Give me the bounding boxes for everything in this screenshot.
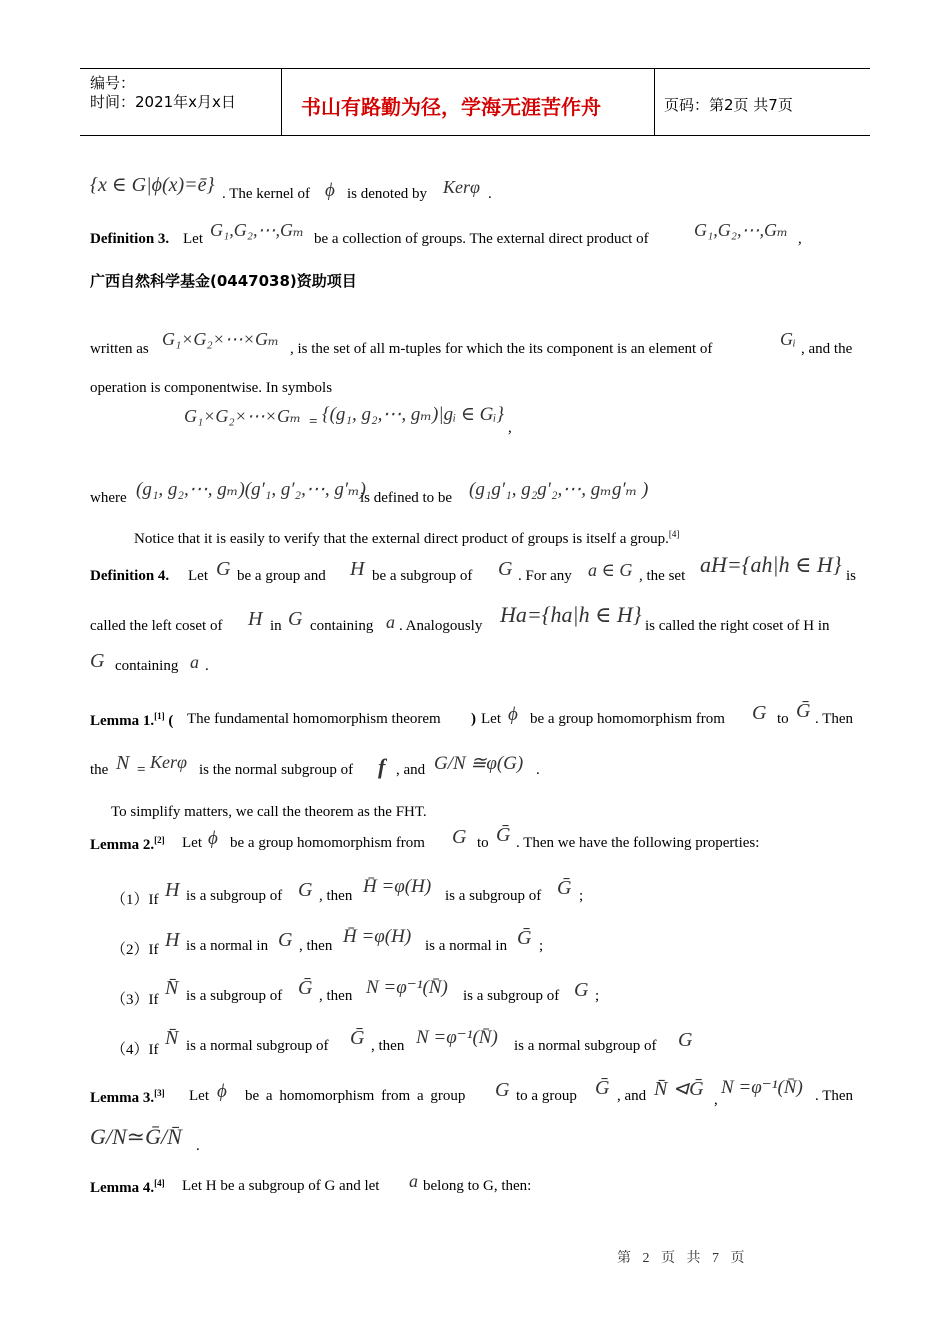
lemma1-let: Let [481,711,501,727]
math-coset-H: H [248,608,263,630]
math-p3-Nbar: N̄ [165,977,179,999]
prop1-sub2: is a subgroup of [445,888,542,904]
prop4-num: （4）If [111,1042,159,1058]
math-lemma3-G: G [495,1079,510,1101]
def4-for-any: . For any [518,568,572,584]
coset-analogously: . Analogously [399,618,483,634]
math-symbol-product: G₁×G₂×⋯×Gₘ [184,406,301,426]
math-p4-G: G [678,1029,693,1051]
def3-comma: , [798,231,802,247]
prop2-normal: is a normal in [186,938,269,954]
math-gi: Gᵢ [780,329,796,349]
simplify-text: To simplify matters, we call the theorem as the FHT. [111,804,427,820]
lemma2-text: be a group homomorphism from [230,835,425,851]
math-the-iso: G/N ≅φ(G) [434,753,524,774]
def4-label: Definition 4. [90,568,170,584]
lemma3-label: Lemma 3.[3] [90,1088,165,1106]
coset-text-a: called the left coset of [90,618,223,634]
written-as: written as [90,341,149,357]
the-dot: . [536,762,540,778]
math-p4-Nbar: N̄ [165,1027,179,1049]
operation-text: operation is componentwise. In symbols [90,380,333,396]
lemma2-label: Lemma 2.[2] [90,835,165,853]
prop4-normal2: is a normal subgroup of [514,1038,657,1054]
math-where-2: (g₁g′₁, g₂g′₂,⋯, gₘg′ₘ ) [469,479,649,500]
prop4-normal: is a normal subgroup of [186,1038,329,1054]
prop1-num: （1）If [111,892,159,908]
math-lemma3-iso: G/N≃Ḡ/N̄ [90,1124,182,1149]
lemma3-and: , and [617,1088,647,1104]
math-p2-H: H [165,929,180,951]
def4-is: is [846,568,857,584]
def4-let: Let [188,568,208,584]
math-p1-G: G [298,879,313,901]
math-def4-G: G [216,558,231,580]
math-lemma3-map: N =φ⁻¹(N̄) [721,1077,803,1098]
math-p1-H: H [165,879,180,901]
dot: . [488,186,492,202]
math-the-N: N [116,752,130,774]
prop3-then: , then [319,988,353,1004]
header-motto: 书山有路勤为径，学海无涯苦作舟 [301,95,601,119]
where-text: where [90,490,127,506]
math-p1-Gbar: Ḡ [557,877,572,899]
lemma3-comma: , [714,1092,718,1108]
math-phi: ϕ [325,180,335,201]
def4-group-and: be a group and [237,568,326,584]
lemma2-props: . Then we have the following properties: [516,835,760,851]
math-p1-map: H̄ =φ(H) [363,876,432,897]
lemma2-let: Let [182,835,202,851]
symbol-eq: = [309,414,318,430]
lemma2-to: to [477,835,489,851]
fund-note: 广西自然科学基金(0447038)资助项目 [90,272,357,290]
lemma4-text-2: belong to G, then: [423,1178,532,1194]
math-lemma2-G: G [452,826,467,848]
lemma1-to: to [777,711,789,727]
math-lemma3-Gbar: Ḡ [595,1077,610,1099]
where-defined: is defined to be [360,490,453,506]
math-lemma1-Gbar: Ḡ [796,700,811,722]
math-coset-set: Ha={ha|h ∈ H} [500,602,642,627]
lemma1-then: . Then [815,711,854,727]
def3-label: Definition 3. [90,231,170,247]
notice-text: Notice that it is easily to verify that the external direct product of groups is itself a group.[4] [134,529,680,547]
prop3-num: （3）If [111,992,159,1008]
math-coset-a: a [386,612,395,632]
prop2-normal2: is a normal in [425,938,508,954]
the-and: , and [396,762,426,778]
text-kernel: . The kernel of [222,186,311,202]
the-text: the [90,762,109,778]
math-def3-groups-2: G₁,G₂,⋯,Gₘ [694,220,789,240]
lemma3-let: Let [189,1088,209,1104]
math-contain-a: a [190,652,199,672]
math-coset-G: G [288,608,303,630]
math-lemma1-G: G [752,702,767,724]
def3-text: be a collection of groups. The external direct product of [314,231,649,247]
page-footer: 第 2 页 共 7 页 [617,1251,749,1266]
coset-right: is called the right coset of H in [645,618,830,634]
lemma1-label: Lemma 1.[1] ( [90,711,174,729]
math-product: G₁×G₂×⋯×Gₘ [162,329,279,349]
math-lemma4-a: a [409,1171,418,1191]
containing-text: containing [115,658,179,674]
lemma1-close: ) [471,711,476,727]
math-p3-G: G [574,979,589,1001]
math-symbol-set: {(g₁, g₂,⋯, gₘ)|gᵢ ∈ Gᵢ} [322,404,504,425]
header-page-info: 页码：第2页 共7页 [664,96,793,114]
def4-subgroup: be a subgroup of [372,568,473,584]
math-ker: Kerφ [443,177,480,197]
prop2-num: （2）If [111,942,159,958]
header-time-label: 时间：2021年x月x日 [90,93,236,111]
prop1-then: , then [319,888,353,904]
math-p2-Gbar: Ḡ [517,927,532,949]
math-the-ker: Kerφ [150,752,187,772]
prop1-sub: is a subgroup of [186,888,283,904]
prop2-end: ; [539,938,544,954]
header-divider-2 [654,68,655,136]
def4-the-set: , the set [639,568,686,584]
prop2-then: , then [299,938,333,954]
lemma4-text: Let H be a subgroup of G and let [182,1178,380,1194]
lemma4-label: Lemma 4.[4] [90,1178,165,1196]
the-eq: = [137,762,146,778]
math-lemma2-phi: ϕ [208,828,218,849]
lemma1-text: be a group homomorphism from [530,711,725,727]
coset-containing: containing [310,618,374,634]
math-lemma3-normal: N̄ ⊲Ḡ [654,1078,704,1100]
math-p2-G: G [278,929,293,951]
containing-dot: . [205,658,209,674]
written-text: , is the set of all m-tuples for which the its component is an element of [290,341,713,357]
the-normal: is the normal subgroup of [199,762,354,778]
math-p4-map: N =φ⁻¹(N̄) [416,1027,498,1048]
header-top-rule [80,68,870,69]
text-denoted: is denoted by [347,186,427,202]
lemma1-name: The fundamental homomorphism theorem [187,711,441,727]
math-p2-map: H̄ =φ(H) [343,926,412,947]
prop1-end: ; [579,888,584,904]
prop4-then: , then [371,1038,405,1054]
math-p3-map: N =φ⁻¹(N̄) [366,977,448,998]
math-contain-G: G [90,650,105,672]
prop3-end: ; [595,988,600,1004]
math-lemma1-phi: ϕ [508,704,518,725]
prop3-sub: is a subgroup of [186,988,283,1004]
math-def3-groups: G₁,G₂,⋯,Gₘ [210,220,305,240]
math-def4-set: aH={ah|h ∈ H} [700,552,842,577]
math-the-f: f [378,754,386,779]
math-lemma2-Gbar: Ḡ [496,824,511,846]
math-where-1: (g₁, g₂,⋯, gₘ)(g′₁, g′₂,⋯, g′ₘ) [136,479,367,500]
lemma3-then: . Then [815,1088,854,1104]
math-def4-a: a ∈ G [588,560,633,580]
coset-in: in [270,618,282,634]
math-lemma3-phi: ϕ [217,1081,227,1102]
header-number-label: 编号： [90,74,136,92]
written-and-the: , and the [801,341,853,357]
math-def4-H: H [350,558,365,580]
lemma3-to-group: to a group [516,1088,577,1104]
math-p4-Gbar: Ḡ [350,1027,365,1049]
symbol-comma: , [508,420,512,436]
header-bottom-rule [80,135,870,136]
lemma3-iso-dot: . [196,1138,200,1154]
math-p3-Gbar: Ḡ [298,977,313,999]
prop3-sub2: is a subgroup of [463,988,560,1004]
math-kernel-set: {x ∈ G|ϕ(x)=ē} [90,174,215,196]
header-divider-1 [281,68,282,136]
math-def4-G2: G [498,558,513,580]
lemma3-text: be a homomorphism from a group [245,1088,466,1104]
def3-let: Let [183,231,203,247]
